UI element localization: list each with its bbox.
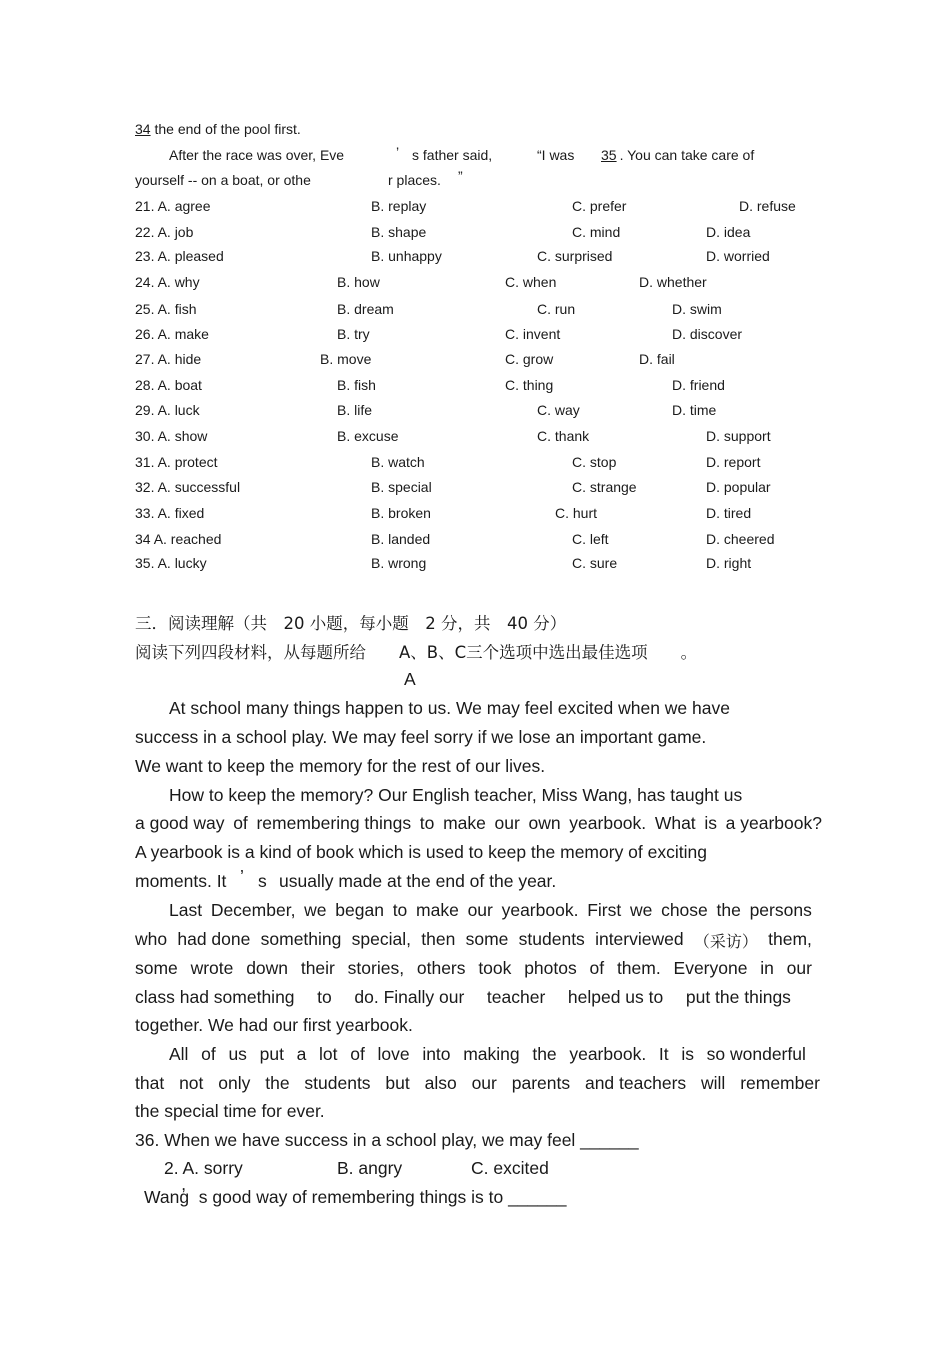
option-30-b: B. excuse <box>337 428 399 444</box>
option-29-d: D. time <box>672 402 717 418</box>
word: began <box>335 900 384 920</box>
word: of <box>589 958 605 978</box>
passage-p3-line-4 <box>135 987 791 1008</box>
option-31-c: C. stop <box>572 454 617 470</box>
word: something <box>260 929 342 949</box>
word: put <box>259 1044 284 1064</box>
cloze-line-2d: “I was <box>537 147 575 163</box>
option-26-d: D. discover <box>672 326 743 342</box>
option-25-d: D. swim <box>672 301 722 317</box>
word: our <box>786 958 812 978</box>
option-23-c: C. surprised <box>537 248 613 264</box>
word: will <box>701 1073 726 1093</box>
word: yearbook. <box>569 1044 647 1064</box>
passage-p2-line-4b: ’ <box>240 866 244 886</box>
option-21-b: B. replay <box>371 198 427 214</box>
word: down <box>246 958 289 978</box>
word: making <box>463 1044 520 1064</box>
cloze-line-2c: s father said, <box>412 147 493 163</box>
word: love <box>377 1044 410 1064</box>
option-34-a: 34 A. reached <box>135 531 222 547</box>
option-33-c: C. hurt <box>555 505 598 521</box>
option-32-b: B. special <box>371 479 432 495</box>
option-35-b: B. wrong <box>371 555 427 571</box>
word: students <box>518 929 585 949</box>
passage-p2-line-2 <box>135 813 822 834</box>
option-26-c: C. invent <box>505 326 561 342</box>
option-28-c: C. thing <box>505 377 554 393</box>
cloze-line-3c: ” <box>458 168 463 184</box>
option-25-a: 25. A. fish <box>135 301 197 317</box>
cloze-line-2e-text: . You can take care of <box>619 147 755 163</box>
option-26-a: 26. A. make <box>135 326 209 342</box>
cloze-line-2a: After the race was over, Eve <box>169 147 345 163</box>
cloze-line-3b: r places. <box>388 172 441 188</box>
word: not <box>179 1073 204 1093</box>
word: had done <box>177 929 251 949</box>
word: do. Finally our <box>354 987 465 1007</box>
question-36: 36. When we have success in a school play, we may feel ______ <box>135 1130 639 1150</box>
option-27-b: B. move <box>320 351 372 367</box>
option-21-a: 21. A. agree <box>135 198 211 214</box>
word: the <box>716 900 741 920</box>
passage-p4-line-2 <box>135 1073 820 1094</box>
word: yearbook. <box>501 900 579 920</box>
passage-p4-line-1 <box>169 1044 806 1065</box>
word: make <box>416 900 459 920</box>
word: into <box>422 1044 451 1064</box>
word: of <box>233 813 248 833</box>
passage-p1-line-1: At school many things happen to us. We may feel excited when we have <box>169 698 730 718</box>
word: we <box>304 900 327 920</box>
word: photos <box>524 958 577 978</box>
word: our <box>467 900 493 920</box>
option-22-d: D. idea <box>706 224 751 240</box>
option-35-c: C. sure <box>572 555 618 571</box>
word: Everyone <box>673 958 748 978</box>
option-34-d: D. cheered <box>706 531 775 547</box>
question-36-option-a: 2. A. sorry <box>164 1158 243 1178</box>
passage-p2-line-4c: s <box>258 871 267 891</box>
word: class had something <box>135 987 295 1007</box>
passage-p2-line-4d: usually made at the end of the year. <box>279 871 557 891</box>
word: It <box>658 1044 669 1064</box>
word: in <box>760 958 774 978</box>
cloze-line-3a: yourself -- on a boat, or othe <box>135 172 311 188</box>
word: others <box>416 958 466 978</box>
option-29-b: B. life <box>337 402 373 418</box>
passage-p3-line-5: together. We had our first yearbook. <box>135 1015 413 1035</box>
passage-p2-line-4a: moments. It <box>135 871 227 891</box>
word: the <box>265 1073 290 1093</box>
word: of <box>201 1044 216 1064</box>
option-29-a: 29. A. luck <box>135 402 200 418</box>
word: a good way <box>135 813 225 833</box>
word: some <box>465 929 509 949</box>
word: them. <box>616 958 661 978</box>
option-30-d: D. support <box>706 428 771 444</box>
option-27-a: 27. A. hide <box>135 351 202 367</box>
word: then <box>421 929 456 949</box>
option-22-a: 22. A. job <box>135 224 194 240</box>
option-21-c: C. prefer <box>572 198 627 214</box>
section-heading: 三．阅读理解（共 20 小题，每小题 2 分，共 40 分） <box>135 614 567 633</box>
option-31-b: B. watch <box>371 454 425 470</box>
passage-p3-line-3 <box>135 958 812 979</box>
option-31-d: D. report <box>706 454 761 470</box>
word: we <box>629 900 653 920</box>
passage-p1-line-2: success in a school play. We may feel sorry if we lose an important game. <box>135 727 707 747</box>
word: own <box>528 813 561 833</box>
section-instruction: 阅读下列四段材料，从每题所给 A、B、C三个选项中选出最佳选项 。 <box>135 643 698 662</box>
option-24-a: 24. A. why <box>135 274 200 290</box>
word: parents <box>511 1073 571 1093</box>
word: persons <box>749 900 812 920</box>
word: only <box>218 1073 251 1093</box>
option-29-c: C. way <box>537 402 580 418</box>
option-34-b: B. landed <box>371 531 431 547</box>
word: of <box>350 1044 365 1064</box>
word: also <box>424 1073 457 1093</box>
word: to <box>392 900 408 920</box>
word: remember <box>740 1073 820 1093</box>
word: special, <box>351 929 411 949</box>
passage-p2-line-3: A yearbook is a kind of book which is used to keep the memory of exciting <box>135 842 707 862</box>
cloze-line-1 <box>135 121 301 137</box>
option-30-c: C. thank <box>537 428 590 444</box>
cloze-line-2e <box>598 147 754 163</box>
word: is <box>681 1044 694 1064</box>
question-36-option-b: B. angry <box>337 1158 403 1178</box>
option-35-d: D. right <box>706 555 752 571</box>
option-28-a: 28. A. boat <box>135 377 202 393</box>
option-22-b: B. shape <box>371 224 427 240</box>
word: to <box>419 813 435 833</box>
option-26-b: B. try <box>337 326 370 342</box>
word: make <box>443 813 486 833</box>
word: who <box>135 929 168 949</box>
word: lot <box>319 1044 338 1064</box>
passage-p1-line-3: We want to keep the memory for the rest of our lives. <box>135 756 546 776</box>
passage-p3-line-1 <box>169 900 812 921</box>
passage-p3-line-2 <box>135 929 812 952</box>
word: helped us to <box>567 987 664 1007</box>
cloze-line-2b: ’ <box>396 144 400 160</box>
word: remembering things <box>256 813 412 833</box>
option-31-a: 31. A. protect <box>135 454 218 470</box>
word: All <box>169 1044 189 1064</box>
option-23-d: D. worried <box>706 248 770 264</box>
word: stories, <box>347 958 405 978</box>
word: interviewed <box>595 929 684 949</box>
option-25-b: B. dream <box>337 301 394 317</box>
option-24-b: B. how <box>337 274 380 290</box>
word: Last <box>169 900 203 920</box>
option-23-a: 23. A. pleased <box>135 248 224 264</box>
option-22-c: C. mind <box>572 224 621 240</box>
word: their <box>300 958 335 978</box>
passage-label: A <box>404 669 416 689</box>
question-37: Wang̓ s good way of remembering things is to ______ <box>144 1187 567 1207</box>
word: teacher <box>486 987 546 1007</box>
word: chose <box>661 900 708 920</box>
word: some <box>135 958 178 978</box>
passage-p4-line-3: the special time for ever. <box>135 1101 325 1121</box>
option-21-d: D. refuse <box>739 198 796 214</box>
option-28-d: D. friend <box>672 377 725 393</box>
word: took <box>478 958 512 978</box>
option-30-a: 30. A. show <box>135 428 208 444</box>
word: the <box>532 1044 557 1064</box>
option-24-d: D. whether <box>639 274 707 290</box>
word: students <box>304 1073 371 1093</box>
word: to <box>317 987 332 1007</box>
option-35-a: 35. A. lucky <box>135 555 207 571</box>
cloze-line-1-text: the end of the pool first. <box>150 121 301 137</box>
option-33-b: B. broken <box>371 505 431 521</box>
word: them, <box>768 929 812 949</box>
option-28-b: B. fish <box>337 377 376 393</box>
word: yearbook. <box>569 813 647 833</box>
option-27-d: D. fail <box>639 351 675 367</box>
word: our <box>494 813 520 833</box>
word: wrote <box>190 958 234 978</box>
option-32-c: C. strange <box>572 479 637 495</box>
option-24-c: C. when <box>505 274 557 290</box>
option-32-a: 32. A. successful <box>135 479 241 495</box>
option-33-a: 33. A. fixed <box>135 505 205 521</box>
option-32-d: D. popular <box>706 479 771 495</box>
word: but <box>385 1073 410 1093</box>
word: First <box>587 900 622 920</box>
word: a <box>296 1044 307 1064</box>
word: a yearbook? <box>725 813 822 833</box>
option-33-d: D. tired <box>706 505 752 521</box>
blank-35: 35 <box>601 147 617 163</box>
option-27-c: C. grow <box>505 351 554 367</box>
word: is <box>704 813 717 833</box>
word: us <box>228 1044 247 1064</box>
option-23-b: B. unhappy <box>371 248 442 264</box>
option-34-c: C. left <box>572 531 609 547</box>
word: that <box>135 1073 165 1093</box>
word: so wonderful <box>706 1044 806 1064</box>
word: and teachers <box>584 1073 687 1093</box>
word: What <box>654 813 696 833</box>
word: （采访） <box>693 932 758 951</box>
word: our <box>471 1073 497 1093</box>
word: December, <box>210 900 296 920</box>
passage-p2-line-1: How to keep the memory? Our English teacher, Miss Wang, has taught us <box>169 785 743 805</box>
question-36-option-c: C. excited <box>471 1158 549 1178</box>
blank-34: 34 <box>135 121 151 137</box>
option-25-c: C. run <box>537 301 576 317</box>
word: put the things <box>685 987 791 1007</box>
